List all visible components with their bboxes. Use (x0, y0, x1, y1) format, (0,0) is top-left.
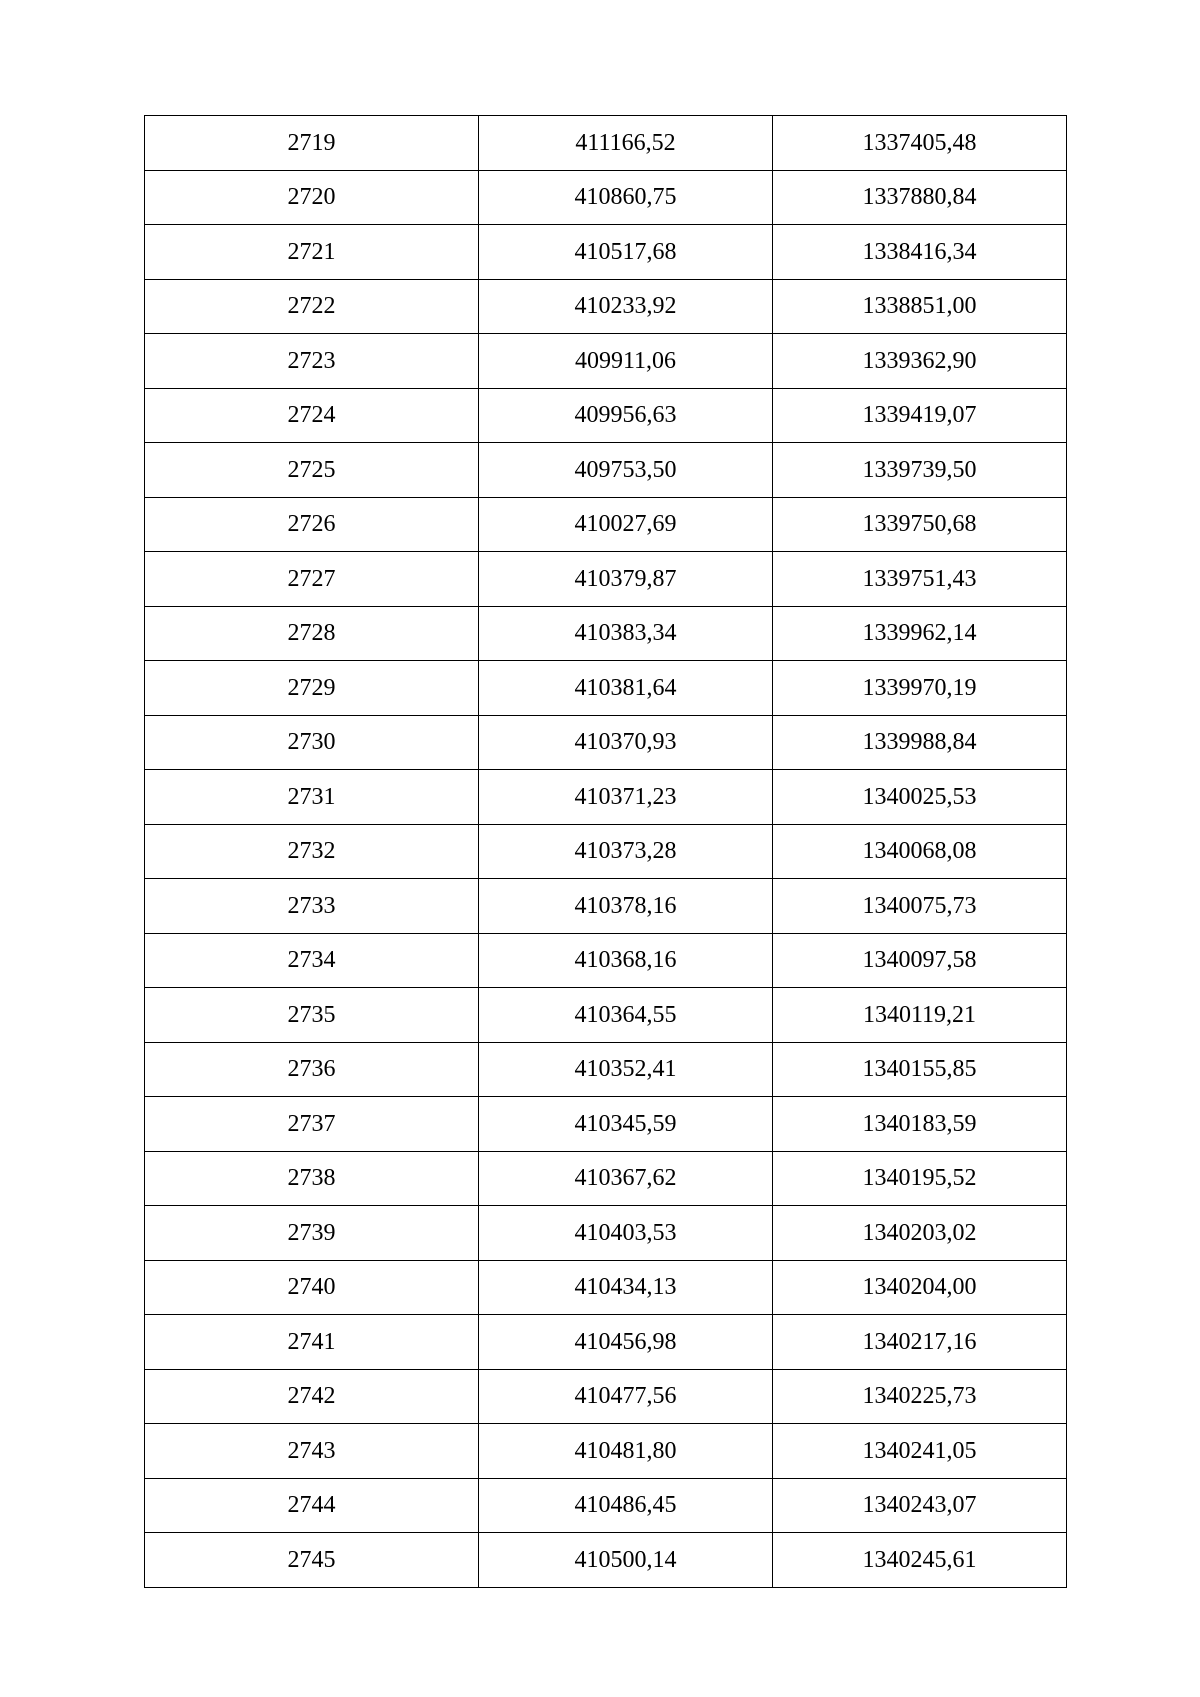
table-row (145, 388, 1067, 443)
y-coordinate-cell: 1340195,52 (773, 1151, 1067, 1206)
y-coordinate-cell: 1339970,19 (773, 661, 1067, 716)
x-coordinate-cell: 410345,59 (479, 1097, 773, 1152)
x-coordinate-cell: 410370,93 (479, 715, 773, 770)
y-coordinate-cell: 1340245,61 (773, 1533, 1067, 1588)
y-coordinate-cell: 1340025,53 (773, 770, 1067, 825)
y-coordinate-cell: 1340183,59 (773, 1097, 1067, 1152)
x-coordinate-cell: 410364,55 (479, 988, 773, 1043)
table-row (145, 443, 1067, 498)
table-row (145, 1533, 1067, 1588)
table-row (145, 279, 1067, 334)
y-coordinate-cell: 1340119,21 (773, 988, 1067, 1043)
x-coordinate-cell: 409956,63 (479, 388, 773, 443)
point-number-cell: 2733 (145, 879, 479, 934)
point-number-cell: 2741 (145, 1315, 479, 1370)
y-coordinate-cell: 1337880,84 (773, 170, 1067, 225)
y-coordinate-cell: 1339988,84 (773, 715, 1067, 770)
y-coordinate-cell: 1340068,08 (773, 824, 1067, 879)
table-row (145, 497, 1067, 552)
point-number-cell: 2721 (145, 225, 479, 280)
point-number-cell: 2744 (145, 1478, 479, 1533)
x-coordinate-cell: 410352,41 (479, 1042, 773, 1097)
table-row (145, 225, 1067, 280)
point-number-cell: 2737 (145, 1097, 479, 1152)
table-row (145, 770, 1067, 825)
y-coordinate-cell: 1339962,14 (773, 606, 1067, 661)
point-number-cell: 2730 (145, 715, 479, 770)
x-coordinate-cell: 410486,45 (479, 1478, 773, 1533)
table-row (145, 1478, 1067, 1533)
table-row (145, 879, 1067, 934)
table-row (145, 1042, 1067, 1097)
table-row (145, 1097, 1067, 1152)
x-coordinate-cell: 410378,16 (479, 879, 773, 934)
y-coordinate-cell: 1340203,02 (773, 1206, 1067, 1261)
point-number-cell: 2729 (145, 661, 479, 716)
y-coordinate-cell: 1340155,85 (773, 1042, 1067, 1097)
x-coordinate-cell: 410367,62 (479, 1151, 773, 1206)
y-coordinate-cell: 1340217,16 (773, 1315, 1067, 1370)
point-number-cell: 2743 (145, 1424, 479, 1479)
table-row (145, 606, 1067, 661)
x-coordinate-cell: 410381,64 (479, 661, 773, 716)
y-coordinate-cell: 1338851,00 (773, 279, 1067, 334)
table-row (145, 1260, 1067, 1315)
y-coordinate-cell: 1339739,50 (773, 443, 1067, 498)
point-number-cell: 2738 (145, 1151, 479, 1206)
x-coordinate-cell: 410368,16 (479, 933, 773, 988)
table-row (145, 1369, 1067, 1424)
y-coordinate-cell: 1337405,48 (773, 116, 1067, 171)
point-number-cell: 2723 (145, 334, 479, 389)
x-coordinate-cell: 409753,50 (479, 443, 773, 498)
y-coordinate-cell: 1339750,68 (773, 497, 1067, 552)
point-number-cell: 2735 (145, 988, 479, 1043)
x-coordinate-cell: 410383,34 (479, 606, 773, 661)
point-number-cell: 2742 (145, 1369, 479, 1424)
point-number-cell: 2731 (145, 770, 479, 825)
point-number-cell: 2745 (145, 1533, 479, 1588)
point-number-cell: 2719 (145, 116, 479, 171)
x-coordinate-cell: 410434,13 (479, 1260, 773, 1315)
x-coordinate-cell: 410373,28 (479, 824, 773, 879)
coordinates-table (144, 115, 1067, 1588)
y-coordinate-cell: 1340241,05 (773, 1424, 1067, 1479)
x-coordinate-cell: 410379,87 (479, 552, 773, 607)
table-row (145, 715, 1067, 770)
x-coordinate-cell: 410860,75 (479, 170, 773, 225)
point-number-cell: 2739 (145, 1206, 479, 1261)
x-coordinate-cell: 410403,53 (479, 1206, 773, 1261)
table-row (145, 988, 1067, 1043)
y-coordinate-cell: 1340225,73 (773, 1369, 1067, 1424)
table-body (145, 116, 1067, 1588)
point-number-cell: 2726 (145, 497, 479, 552)
point-number-cell: 2720 (145, 170, 479, 225)
point-number-cell: 2732 (145, 824, 479, 879)
table-row (145, 1315, 1067, 1370)
table-row (145, 824, 1067, 879)
point-number-cell: 2725 (145, 443, 479, 498)
y-coordinate-cell: 1339362,90 (773, 334, 1067, 389)
y-coordinate-cell: 1339419,07 (773, 388, 1067, 443)
y-coordinate-cell: 1339751,43 (773, 552, 1067, 607)
point-number-cell: 2736 (145, 1042, 479, 1097)
x-coordinate-cell: 410233,92 (479, 279, 773, 334)
x-coordinate-cell: 410477,56 (479, 1369, 773, 1424)
y-coordinate-cell: 1340075,73 (773, 879, 1067, 934)
table-row (145, 661, 1067, 716)
x-coordinate-cell: 410500,14 (479, 1533, 773, 1588)
table-row (145, 552, 1067, 607)
table-row (145, 170, 1067, 225)
table-row (145, 1206, 1067, 1261)
x-coordinate-cell: 410517,68 (479, 225, 773, 280)
point-number-cell: 2728 (145, 606, 479, 661)
x-coordinate-cell: 410027,69 (479, 497, 773, 552)
point-number-cell: 2722 (145, 279, 479, 334)
point-number-cell: 2734 (145, 933, 479, 988)
x-coordinate-cell: 409911,06 (479, 334, 773, 389)
y-coordinate-cell: 1338416,34 (773, 225, 1067, 280)
x-coordinate-cell: 410371,23 (479, 770, 773, 825)
x-coordinate-cell: 410456,98 (479, 1315, 773, 1370)
point-number-cell: 2727 (145, 552, 479, 607)
point-number-cell: 2724 (145, 388, 479, 443)
y-coordinate-cell: 1340097,58 (773, 933, 1067, 988)
table-row (145, 1151, 1067, 1206)
y-coordinate-cell: 1340243,07 (773, 1478, 1067, 1533)
table-row (145, 334, 1067, 389)
table-row (145, 1424, 1067, 1479)
point-number-cell: 2740 (145, 1260, 479, 1315)
y-coordinate-cell: 1340204,00 (773, 1260, 1067, 1315)
x-coordinate-cell: 410481,80 (479, 1424, 773, 1479)
table-row (145, 933, 1067, 988)
x-coordinate-cell: 411166,52 (479, 116, 773, 171)
table-row (145, 116, 1067, 171)
